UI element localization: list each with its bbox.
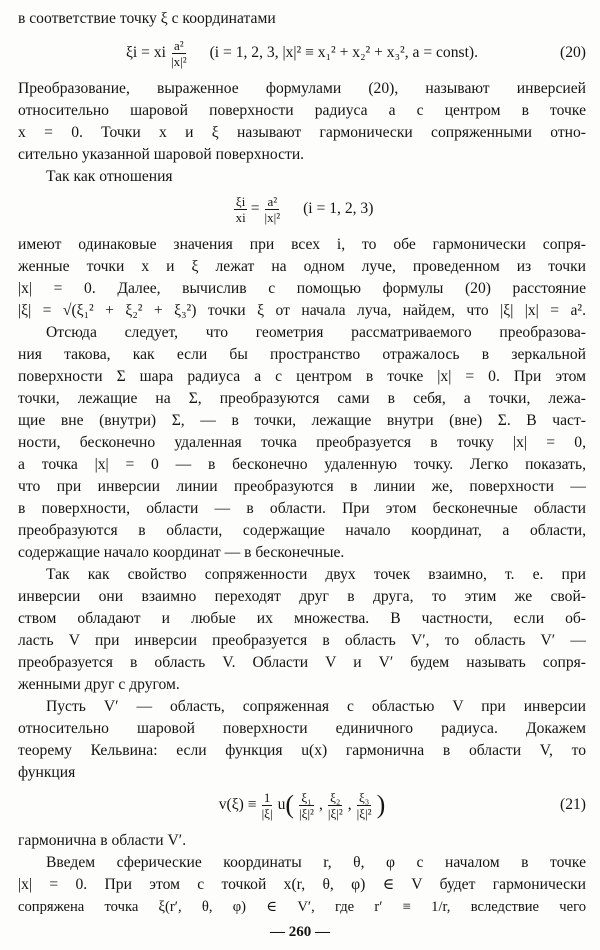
equation-ratio [18,186,586,232]
numerator: ξ₁ [301,789,312,805]
equation-number: (21) [560,796,586,813]
text-line: щие вне (внутри) Σ, — в точки, лежащие внутри (вне) Σ. В част- [18,412,586,429]
denominator: |ξ|² [327,805,343,821]
text-line: содержащие начало координат — в бесконечные. [18,544,345,561]
equation-21: v(ξ) ≡ $\frac{1}{|\xi|}$ u ( $\frac{\text{ξ₁}}{\text{|ξ|²}}$ , $\frac{\text{ξ₂}}{\text{|ξ|²}}$ , $\frac{\text{ξ₃}}{\text{|ξ|²}}$ ) (21) [218,789,586,821]
text-line: в поверхности, области — в области. При этом бесконечные области [18,500,586,517]
equation-20 [18,30,586,76]
equation-number: (20) [560,44,586,61]
denominator: |x|² [170,53,187,69]
text-line: женные точки x и ξ лежат на одном луче, проведенном из точки [18,258,586,275]
text-line: ласть V при инверсии преобразуется в область V′, то область V′ — [18,632,586,649]
text-line: имеют одинаковые значения при всех i, то обе гармонически сопря- [18,236,586,253]
text-line: преобразуются в области, содержащие начало координат, а области, [18,522,586,539]
numerator: 1 [263,789,271,805]
denominator: |x|² [264,209,281,225]
eq-function: u [277,796,286,813]
text-line: Так как свойство сопряженности двух точек взаимно, т. е. при [46,566,586,583]
text-line: ности, бесконечно удаленная точка преобразуется в точку |x| = 0, [18,434,586,451]
fraction [260,790,275,821]
text-line: относительно шаровой поверхности радиуса a с центром в точке [18,102,586,119]
fraction [297,790,316,821]
fraction [326,790,345,821]
text-line: поверхности Σ шара радиуса a с центром в точке |x| = 0. При этом [18,368,586,385]
text-line: x = 0. Точки x и ξ называют гармонически сопряженными отно- [18,124,586,141]
text-line: Преобразование, выраженное формулами (20), называют инверсией [18,80,586,97]
text-line: Отсюда следует, что геометрия рассматриваемого преобразова- [46,324,586,341]
eq-condition: (i = 1, 2, 3, |x|² ≡ x₁² + x₂² + x₃², a = const). [209,44,479,61]
page-number: — 260 — [270,924,330,940]
text-line: |ξ| = √(ξ₁² + ξ₂² + ξ₃²) точки ξ от начала луча, найдем, что |ξ| |x| = a². [18,302,586,319]
fraction [234,194,248,225]
denominator: xi [235,209,246,225]
text-line: женными друг с другом. [18,676,180,693]
numerator: a² [173,37,184,53]
numerator: ξi [235,193,246,209]
text-line: а точка |x| = 0 — в бесконечно удаленную точку. Легко показать, [18,456,586,473]
numerator: ξ₃ [358,789,370,805]
text-line: Так как отношения [46,168,173,185]
numerator: a² [267,193,278,209]
denominator: |ξ|² [356,805,372,821]
text-line: ством обладают и любые их множества. В частности, если об- [18,610,586,627]
text-line: функция [18,764,76,781]
denominator: |ξ|² [299,805,314,821]
eq-lhs: ξi = xi [125,44,166,61]
fraction [263,194,283,225]
text-line: сительно указанной шаровой поверхности. [18,146,305,163]
fraction [355,790,374,821]
equals-sign: = [250,200,260,217]
text-line: теорему Кельвина: если функция u(x) гармонична в области V, то [18,742,586,759]
text-line: |x| = 0. Далее, вычислив с помощью формулы (20) расстояние [18,280,586,297]
numerator: ξ₂ [330,789,341,805]
eq-condition: (i = 1, 2, 3) [303,200,374,217]
text-line: |x| = 0. При этом с точкой x(r, θ, φ) ∈ V будет гармонически [18,876,586,893]
text-line: Введем сферические координаты r, θ, φ с началом в точке [46,854,586,871]
text-line: преобразуется в область V. Области V и V′ будем называть сопря- [18,654,586,671]
text-line: ния такова, как если бы пространство отражалось в зеркальной [18,346,586,363]
text-line: что при инверсии линии преобразуются в линии же, поверхности — [18,478,586,495]
denominator: |ξ| [261,805,273,821]
text-line: точки, лежащие на Σ, преобразуются сами в себя, а точки, лежа- [18,390,586,407]
text-line: сопряжена точка ξ(r′, θ, φ) ∈ V′, где r′ ≡ 1/r, вследствие чего [18,899,586,915]
fraction [169,38,189,69]
eq-lhs: v(ξ) ≡ [218,796,257,813]
text-line: инверсии они взаимно переходят друг в друга, то этим же свой- [18,588,586,605]
text-line: гармонична в области V′. [18,832,187,849]
text-line: относительно шаровой поверхности единичного радиуса. Докажем [18,720,586,737]
text-line: Пусть V′ — область, сопряженная с областью V при инверсии [46,698,586,715]
text-line: в соответствие точку ξ с координатами [18,10,276,27]
